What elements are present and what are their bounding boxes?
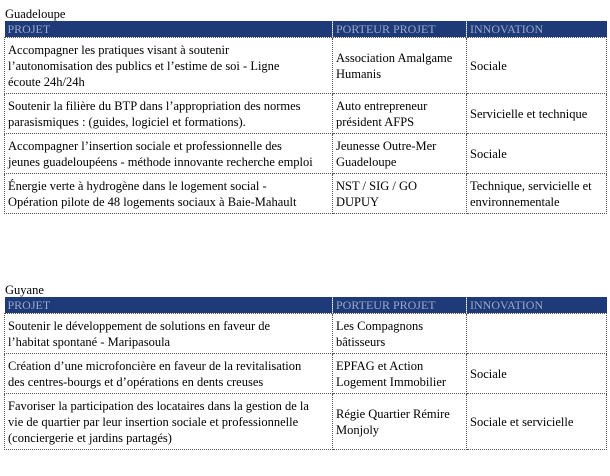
cell-line: Énergie verte à hydrogène dans le logement social -	[8, 178, 267, 193]
column-header-innovation: INNOVATION	[467, 297, 607, 314]
cell-line: Guadeloupe	[336, 154, 397, 169]
cell-innovation	[467, 94, 607, 134]
cell-line: écoute 24h/24h	[8, 74, 85, 89]
cell-line: Monjoly	[336, 422, 380, 437]
cell-line: DUPUY	[336, 194, 380, 209]
cell-projet	[5, 174, 333, 214]
cell-line: Humanis	[336, 66, 382, 81]
cell-line: environnementale	[470, 194, 560, 209]
cell-innovation	[467, 38, 607, 94]
cell-innovation	[467, 174, 607, 214]
projects-table	[4, 297, 607, 450]
cell-line: Sociale	[470, 366, 507, 381]
cell-porteur	[333, 394, 467, 450]
cell-line: l’habitat spontané - Maripasoula	[8, 334, 171, 349]
region-title: Guyane	[5, 283, 44, 297]
table-header-row	[5, 21, 607, 38]
cell-innovation	[467, 134, 607, 174]
cell-line: Les Compagnons	[336, 318, 424, 333]
cell-line: (conciergerie et jardins partagés)	[8, 430, 172, 445]
cell-line: NST / SIG / GO	[336, 178, 418, 193]
cell-line: parasismiques : (guides, logiciel et formations).	[8, 114, 246, 129]
cell-line: l’autonomisation des publics et l’estime de soi - Ligne	[8, 58, 280, 73]
cell-projet	[5, 394, 333, 450]
table-header-row	[5, 297, 607, 314]
cell-line: Logement Immobilier	[336, 374, 447, 389]
cell-line: Soutenir le développement de solutions en faveur de	[8, 318, 271, 333]
section-guyane	[4, 283, 606, 450]
cell-line: président AFPS	[336, 114, 415, 129]
cell-line: EPFAG et Action	[336, 358, 424, 373]
cell-line: Association Amalgame	[336, 50, 453, 65]
column-header-innovation: INNOVATION	[467, 21, 607, 38]
cell-porteur	[333, 314, 467, 354]
cell-projet	[5, 38, 333, 94]
cell-line: Accompagner les pratiques visant à soutenir	[8, 42, 230, 57]
column-header-porteur: PORTEUR PROJET	[333, 21, 467, 38]
cell-line: des centres-bourgs et d’opérations en dents creuses	[8, 374, 264, 389]
cell-line: Opération pilote de 48 logements sociaux à Baie-Mahault	[8, 194, 297, 209]
cell-line: bâtisseurs	[336, 334, 386, 349]
table-row	[5, 38, 607, 94]
cell-line: Servicielle et technique	[470, 106, 588, 121]
cell-porteur	[333, 134, 467, 174]
cell-projet	[5, 134, 333, 174]
cell-projet	[5, 314, 333, 354]
cell-line: Accompagner l’insertion sociale et professionnelle des	[8, 138, 282, 153]
region-title: Guadeloupe	[5, 7, 66, 21]
column-header-projet: PROJET	[5, 21, 333, 38]
cell-projet	[5, 354, 333, 394]
cell-line: Favoriser la participation des locataires dans la gestion de la	[8, 398, 309, 413]
cell-line: jeunes guadeloupéens - méthode innovante recherche emploi	[8, 154, 313, 169]
table-row	[5, 94, 607, 134]
cell-innovation	[467, 394, 607, 450]
cell-line: Création d’une microfoncière en faveur de la revitalisation	[8, 358, 302, 373]
cell-porteur	[333, 94, 467, 134]
table-row	[5, 174, 607, 214]
column-header-porteur: PORTEUR PROJET	[333, 297, 467, 314]
cell-line: Auto entrepreneur	[336, 98, 428, 113]
cell-line: Sociale et servicielle	[470, 414, 574, 429]
cell-projet	[5, 94, 333, 134]
cell-line: vie de quartier par leur insertion sociale et professionnelle	[8, 414, 299, 429]
cell-innovation	[467, 354, 607, 394]
cell-line: Régie Quartier Rémire	[336, 406, 450, 421]
cell-porteur	[333, 174, 467, 214]
cell-innovation	[467, 314, 607, 354]
cell-porteur	[333, 354, 467, 394]
cell-line: Jeunesse Outre-Mer	[336, 138, 437, 153]
table-row	[5, 314, 607, 354]
column-header-projet: PROJET	[5, 297, 333, 314]
section-guadeloupe	[4, 7, 606, 214]
cell-line: Soutenir la filière du BTP dans l’appropriation des normes	[8, 98, 301, 113]
table-row	[5, 134, 607, 174]
projects-table	[4, 21, 607, 214]
cell-line: Technique, servicielle et	[470, 178, 592, 193]
table-row	[5, 394, 607, 450]
cell-porteur	[333, 38, 467, 94]
cell-line: Sociale	[470, 58, 507, 73]
table-row	[5, 354, 607, 394]
cell-line: Sociale	[470, 146, 507, 161]
